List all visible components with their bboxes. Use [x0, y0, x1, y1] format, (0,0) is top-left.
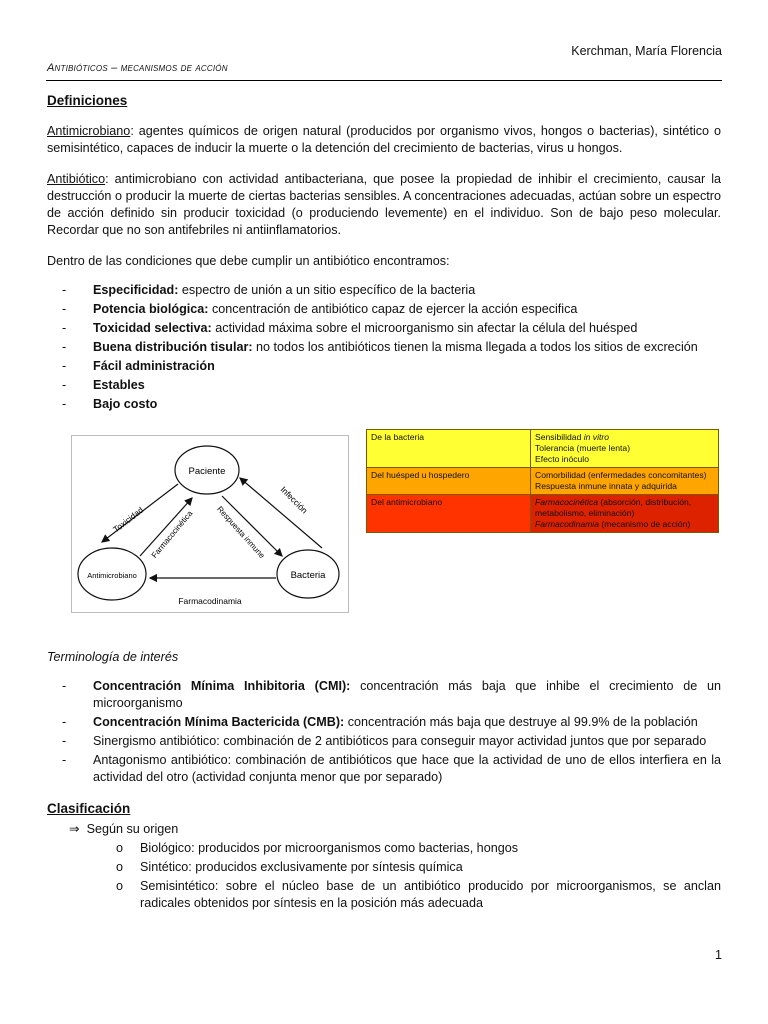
list-item — [47, 358, 721, 375]
conditions-intro: Dentro de las condiciones que debe cumplir un antibiótico encontramos: — [47, 254, 450, 268]
dash-bullet: - — [62, 715, 67, 729]
table-cell-details — [531, 430, 719, 468]
page-number: 1 — [715, 948, 722, 962]
list-item — [47, 320, 721, 337]
list-item — [47, 714, 721, 731]
table-cell-details — [531, 468, 719, 495]
item-text: concentración más baja que destruye al 99.9% de la población — [344, 715, 698, 729]
list-item — [47, 396, 721, 413]
dash-bullet: - — [62, 321, 67, 335]
table-cell-label: De la bacteria — [367, 430, 531, 468]
double-arrow-icon: ⇒ — [69, 822, 80, 836]
term-antibiotico: Antibiótico — [47, 172, 106, 186]
factors-table — [366, 429, 719, 533]
item-bold: Concentración Mínima Bactericida (CMB): — [93, 715, 345, 729]
definitions-heading: Definiciones — [47, 93, 128, 108]
triangle-diagram — [71, 435, 349, 613]
item-bold: Potencia biológica: — [93, 302, 209, 316]
list-item — [47, 301, 721, 318]
list-item — [47, 752, 721, 786]
terminology-list — [47, 678, 721, 786]
detail-text: Sensibilidad — [535, 432, 584, 442]
item-text: concentración más baja que inhibe el crecimiento de un microorganismo — [93, 679, 721, 710]
item-bold: Fácil administración — [93, 359, 215, 373]
dash-bullet: - — [62, 753, 67, 767]
item-text: Sinergismo antibiótico: combinación de 2 antibióticos para conseguir mayor actividad juntos que por separado — [93, 734, 707, 748]
table-cell-details — [531, 495, 719, 533]
circle-bullet: o — [116, 841, 124, 855]
edge-label-farmacodinamia: Farmacodinamia — [178, 596, 242, 606]
detail-italic: in vitro — [583, 432, 610, 442]
item-text: Sintético: producidos exclusivamente por síntesis química — [140, 860, 463, 874]
circle-bullet: o — [116, 879, 124, 893]
document-body — [47, 92, 721, 914]
item-text: Biológico: producidos por microorganismos como bacterias, hongos — [140, 841, 519, 855]
detail-text: (mecanismo de acción) — [599, 519, 691, 529]
detail-italic: Farmacodinamia — [535, 519, 599, 529]
dash-bullet: - — [62, 359, 67, 373]
dash-bullet: - — [62, 302, 67, 316]
origin-list — [47, 840, 721, 912]
item-text: concentración de antibiótico capaz de ejercer la acción especifica — [208, 302, 578, 316]
detail-line: Respuesta inmune innata y adquirida — [535, 481, 677, 491]
table-row — [367, 430, 719, 468]
detail-text: (absorción, distribución, metabolismo, eliminación) — [535, 497, 692, 518]
definition-text: : antimicrobiano con actividad antibacteriana, que posee la propiedad de inhibir el crecimiento, causar la destrucción o producir la muerte de ciertas bacterias sensibles. A concentraciones adecuadas, actúan sobre un espectro de acción definido sin producir toxicidad (o produciendo levemente) en el individuo. Son de bajo peso molecular. Recordar que no son antifebriles ni antiinflamatorios. — [47, 172, 721, 237]
item-bold: Bajo costo — [93, 397, 158, 411]
item-bold: Toxicidad selectiva: — [93, 321, 212, 335]
table-cell-label: Del huésped u hospedero — [367, 468, 531, 495]
list-item — [47, 282, 721, 299]
edge-label-farmacocinetica: Farmacocinética — [149, 509, 195, 560]
list-item — [47, 377, 721, 394]
header-title: Antibióticos – mecanismos de acción — [47, 62, 228, 74]
item-text: Antagonismo antibiótico: combinación de antibióticos que hace que la actividad de uno de ellos interfiera en la actividad del otro (actividad conjunta menor que por separado) — [93, 753, 721, 784]
detail-line — [535, 519, 714, 530]
label-antimicrobiano: Antimicrobiano — [87, 571, 137, 580]
item-bold: Especificidad: — [93, 283, 179, 297]
detail-italic: Farmacocinética — [535, 497, 599, 507]
figures-row — [47, 429, 721, 619]
edge-label-toxicidad: Toxicidad — [111, 504, 146, 535]
detail-line — [535, 497, 714, 519]
dash-bullet: - — [62, 397, 67, 411]
list-item — [47, 678, 721, 712]
edge-label-infeccion: Infección — [278, 484, 310, 516]
dash-bullet: - — [62, 734, 67, 748]
list-item — [47, 339, 721, 356]
term-antimicrobiano: Antimicrobiano — [47, 124, 131, 138]
detail-line — [535, 432, 714, 443]
table-cell-label: Del antimicrobiano — [367, 495, 531, 533]
dash-bullet: - — [62, 679, 67, 693]
list-item — [47, 859, 721, 876]
dash-bullet: - — [62, 378, 67, 392]
origin-subheading — [47, 821, 721, 838]
header-author: Kerchman, María Florencia — [571, 44, 722, 58]
item-bold: Buena distribución tisular: — [93, 340, 253, 354]
circle-bullet: o — [116, 860, 124, 874]
edge-label-respuesta-inmune: Respuesta inmune — [215, 504, 267, 561]
item-bold: Estables — [93, 378, 145, 392]
item-text: no todos los antibióticos tienen la misma llegada a todos los sitios de excreción — [252, 340, 698, 354]
detail-line: Efecto inóculo — [535, 454, 589, 464]
list-item — [47, 840, 721, 857]
label-paciente: Paciente — [188, 466, 226, 477]
detail-line: Comorbilidad (enfermedades concomitantes) — [535, 470, 707, 480]
origin-label: Según su origen — [86, 822, 179, 836]
item-text: Semisintético: sobre el núcleo base de un antibiótico producido por microorganismos, se anclan radicales obtenidos por síntesis en la posición más adecuada — [140, 879, 721, 910]
definition-text: : agentes químicos de origen natural (producidos por organismo vivos, hongos o bacterias), sintético o semisintético, capaces de inducir la muerte o la detención del crecimiento de bacterias, virus u hongos. — [47, 124, 721, 155]
terminology-heading: Terminología de interés — [47, 650, 179, 664]
header-divider — [46, 80, 722, 81]
table-row — [367, 495, 719, 533]
definition-antimicrobiano — [47, 123, 721, 157]
label-bacteria: Bacteria — [290, 570, 326, 581]
definition-antibiotico — [47, 171, 721, 239]
item-bold: Concentración Mínima Inhibitoria (CMI): — [93, 679, 351, 693]
item-text: espectro de unión a un sitio específico de la bacteria — [178, 283, 476, 297]
triangle-diagram-svg — [72, 436, 348, 612]
list-item — [47, 733, 721, 750]
classification-heading: Clasificación — [47, 801, 131, 816]
dash-bullet: - — [62, 340, 67, 354]
dash-bullet: - — [62, 283, 67, 297]
detail-line: Tolerancia (muerte lenta) — [535, 443, 631, 453]
conditions-list — [47, 282, 721, 413]
list-item — [47, 878, 721, 912]
table-row — [367, 468, 719, 495]
item-text: actividad máxima sobre el microorganismo sin afectar la célula del huésped — [211, 321, 638, 335]
